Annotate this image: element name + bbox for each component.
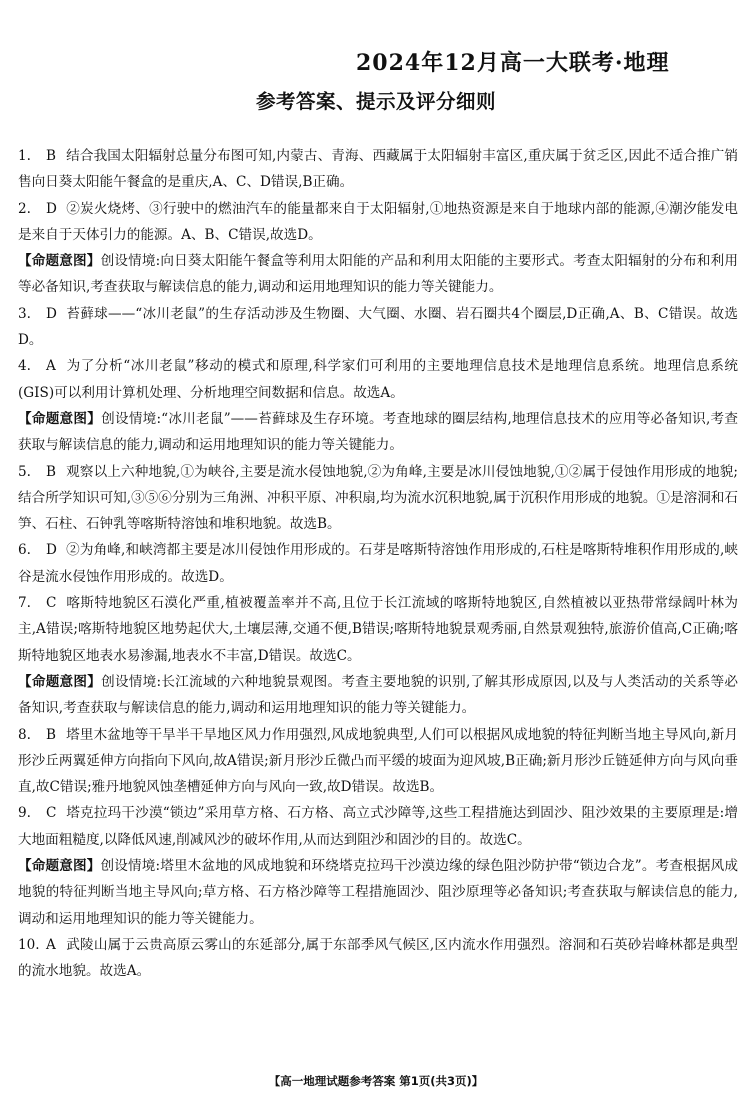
- answer-item-7: [18, 590, 738, 669]
- note-tag: 【命题意图】: [18, 410, 102, 427]
- page-subtitle: 参考答案、提示及评分细则: [256, 90, 497, 113]
- answer-item-8: [18, 722, 738, 801]
- design-intent-note: [18, 406, 738, 459]
- design-intent-note: [18, 669, 738, 722]
- item-explanation: ②炭火烧烤、③行驶中的燃油汽车的能量都来自于太阳辐射,①地热资源是来自于地球内部的能源,④潮汐能发电是来自于天体引力的能源。A、B、C错误,故选D。: [18, 200, 738, 243]
- item-explanation: 为了分析“冰川老鼠”移动的模式和原理,科学家们可利用的主要地理信息技术是地理信息系统。地理信息系统(GIS)可以利用计算机处理、分析地理空间数据和信息。故选A。: [18, 358, 738, 401]
- item-answer: A: [46, 358, 56, 375]
- answer-item-4: [18, 353, 738, 406]
- item-answer: D: [46, 200, 57, 217]
- note-tag: 【命题意图】: [18, 858, 101, 875]
- item-number: 5.: [18, 463, 31, 480]
- note-tag: 【命题意图】: [18, 253, 101, 270]
- answer-item-2: [18, 196, 738, 249]
- item-explanation: 塔克拉玛干沙漠“锁边”采用草方格、石方格、高立式沙障等,这些工程措施达到固沙、阻沙效果的主要原理是:增大地面粗糙度,以降低风速,削减风沙的破坏作用,从而达到阻沙和固沙的目的。故选C。: [18, 805, 738, 848]
- answer-item-3: [18, 301, 738, 354]
- item-answer: B: [46, 726, 56, 743]
- note-text: 创设情境:“冰川老鼠”——苔藓球及生存环境。考查地球的圈层结构,地理信息技术的应用等必备知识,考查获取与解读信息的能力,调动和运用地理知识的能力等关键能力。: [18, 410, 739, 454]
- answer-item-9: [18, 800, 738, 853]
- item-answer: B: [46, 148, 56, 164]
- answer-item-1: [18, 143, 738, 196]
- design-intent-note: [18, 853, 738, 932]
- answer-list: [18, 143, 738, 985]
- item-explanation: 观察以上六种地貌,①为峡谷,主要是流水侵蚀地貌,②为角峰,主要是冰川侵蚀地貌,①②属于侵蚀作用形成的地貌;结合所学知识可知,③⑤⑥分别为三角洲、冲积平原、冲积扇,均为流水沉积地貌,属于沉积作用形成的地貌。①是溶洞和石笋、石柱、石钟乳等喀斯特溶蚀和堆积地貌。故选B。: [18, 463, 738, 533]
- item-answer: B: [46, 463, 56, 480]
- item-answer: C: [46, 805, 57, 822]
- item-explanation: ②为角峰,和峡湾都主要是冰川侵蚀作用形成的。石芽是喀斯特溶蚀作用形成的,石柱是喀斯特堆积作用形成的,峡谷是流水侵蚀作用形成的。故选D。: [18, 542, 738, 585]
- item-number: 6.: [18, 542, 31, 559]
- note-text: 创设情境:塔里木盆地的风成地貌和环绕塔克拉玛干沙漠边缘的绿色阻沙防护带“锁边合龙”。考查根据风成地貌的特征判断当地主导风向;草方格、石方格沙障等工程措施固沙、阻沙原理等必备知识;考查获取与解读信息的能力,调动和运用地理知识的能力等关键能力。: [18, 858, 738, 927]
- item-explanation: 塔里木盆地等干旱半干旱地区风力作用强烈,风成地貌典型,人们可以根据风成地貌的特征判断当地主导风向,新月形沙丘两翼延伸方向指向下风向,故A错误;新月形沙丘微凸而平缓的坡面为迎风坡,B正确;新月形沙丘链延伸方向与风向垂直,故C错误;雅丹地貌风蚀垄槽延伸方向与风向一致,故D错误。故选B。: [18, 726, 738, 796]
- answer-item-5: [18, 459, 738, 538]
- item-number: 2.: [18, 200, 31, 217]
- note-text: 创设情境:向日葵太阳能午餐盒等利用太阳能的产品和利用太阳能的主要形式。考查太阳辐射的分布和利用等必备知识,考查获取与解读信息的能力,调动和运用地理知识的能力等关键能力。: [18, 253, 739, 296]
- note-text: 创设情境:长江流域的六种地貌景观图。考查主要地貌的识别,了解其形成原因,以及与人类活动的关系等必备知识,考查获取与解读信息的能力,调动和运用地理知识的能力等关键能力。: [18, 673, 739, 717]
- item-number: 3.: [18, 305, 31, 322]
- item-answer: A: [46, 936, 56, 953]
- page-footer: 【高一地理试题参考答案 第1页(共3页)】: [268, 1074, 484, 1088]
- item-explanation: 武陵山属于云贵高原云雾山的东延部分,属于东部季风气候区,区内流水作用强烈。溶洞和石英砂岩峰林都是典型的流水地貌。故选A。: [18, 936, 738, 980]
- item-number: 4.: [18, 358, 31, 375]
- answer-item-6: [18, 537, 738, 590]
- item-answer: D: [46, 542, 57, 559]
- item-number: 1.: [18, 148, 31, 164]
- item-explanation: 苔藓球——“冰川老鼠”的生存活动涉及生物圈、大气圈、水圈、岩石圈共4个圈层,D正确,A、B、C错误。故选D。: [18, 305, 738, 349]
- answer-item-10: [18, 932, 738, 985]
- item-explanation: 喀斯特地貌区石漠化严重,植被覆盖率并不高,且位于长江流域的喀斯特地貌区,自然植被以亚热带常绿阔叶林为主,A错误;喀斯特地貌区地势起伏大,土壤层薄,交通不便,B错误;喀斯特地貌景观秀丽,自然景观独特,旅游价值高,C正确;喀斯特地貌区地表水易渗漏,地表水不丰富,D错误。故选C。: [18, 595, 738, 664]
- design-intent-note: [18, 248, 738, 301]
- item-number: 9.: [18, 805, 31, 822]
- item-answer: D: [46, 305, 57, 322]
- item-answer: C: [46, 595, 57, 612]
- item-number: 7.: [18, 595, 31, 612]
- item-explanation: 结合我国太阳辐射总量分布图可知,内蒙古、青海、西藏属于太阳辐射丰富区,重庆属于贫乏区,因此不适合推广销售向日葵太阳能午餐盒的是重庆,A、C、D错误,B正确。: [18, 148, 738, 191]
- item-number: 8.: [18, 726, 31, 743]
- item-number: 10.: [18, 936, 40, 953]
- page-title: 2024年12月高一大联考·地理: [356, 50, 670, 76]
- note-tag: 【命题意图】: [18, 673, 102, 690]
